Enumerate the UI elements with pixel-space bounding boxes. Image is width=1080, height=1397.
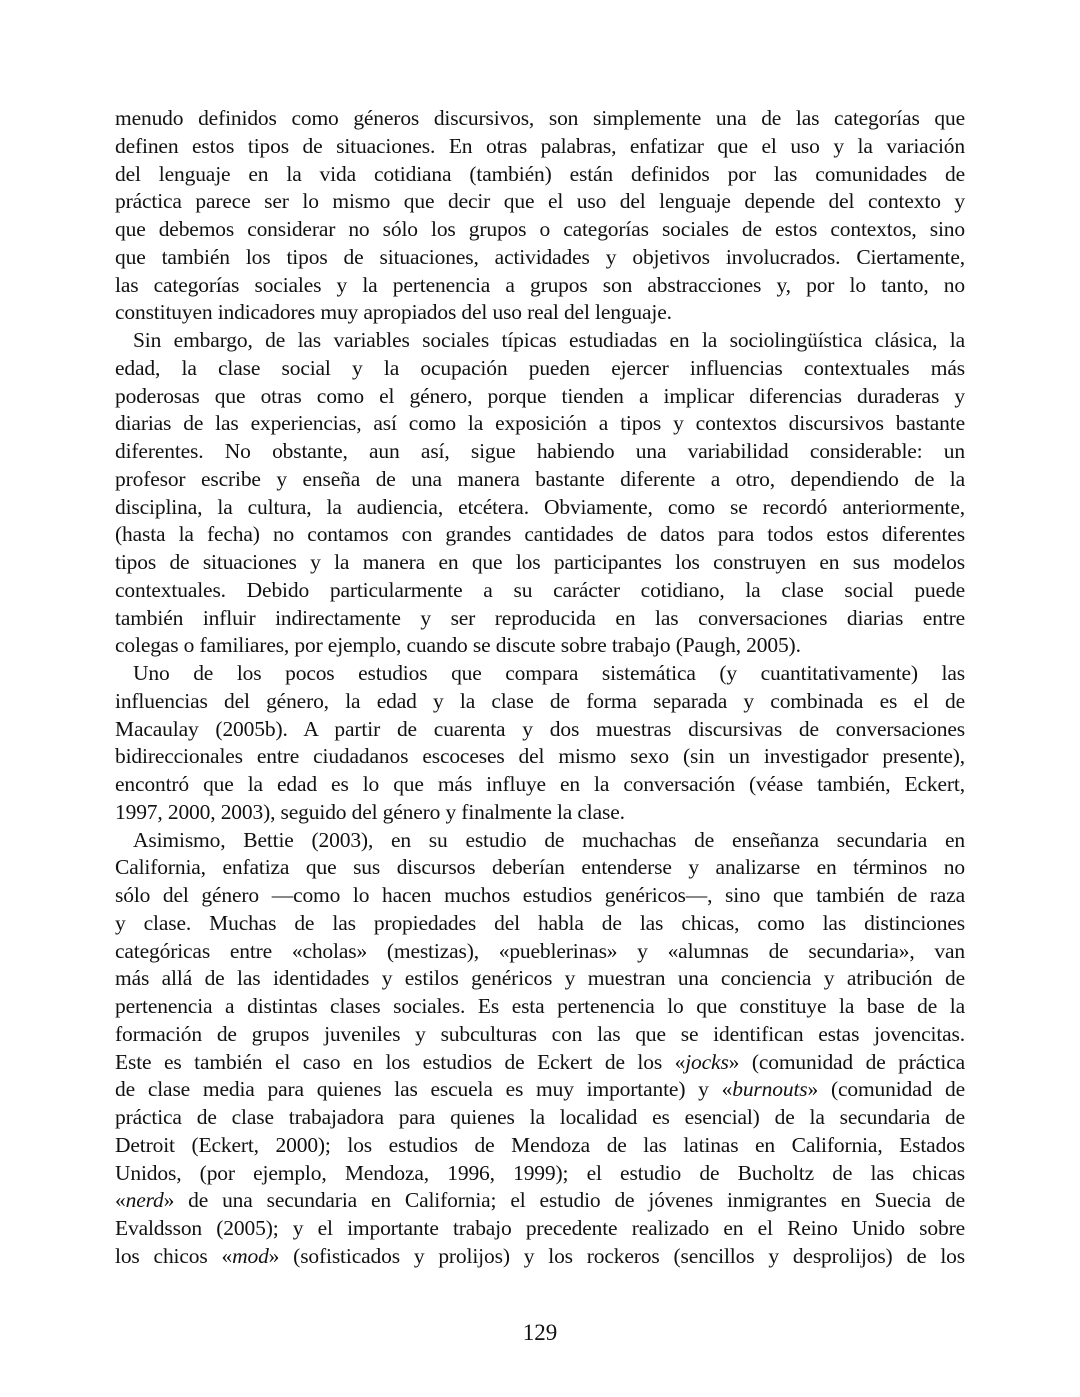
paragraph-4: [115, 827, 965, 1271]
paragraph-2: [115, 327, 965, 660]
text-line: los chicos «mod» (sofisticados y prolijos) y los rockeros (sencillos y desprolijos) de los: [115, 1243, 965, 1268]
body-text: [115, 105, 965, 1271]
text-line: profesor escribe y enseña de una manera bastante diferente a otro, dependiendo de la: [115, 466, 965, 491]
text-line: definen estos tipos de situaciones. En otras palabras, enfatizar que el uso y la variación: [115, 133, 965, 158]
text-line: práctica parece ser lo mismo que decir que el uso del lenguaje depende del contexto y: [115, 189, 965, 214]
text-line: que también los tipos de situaciones, actividades y objetivos involucrados. Ciertamente,: [115, 244, 965, 269]
text-line: Este es también el caso en los estudios de Eckert de los «jocks» (comunidad de práctica: [115, 1049, 965, 1074]
text-line: contextuales. Debido particularmente a su carácter cotidiano, la clase social puede: [115, 577, 965, 602]
italic-term: mod: [232, 1243, 269, 1268]
text-line: edad, la clase social y la ocupación pueden ejercer influencias contextuales más: [115, 355, 965, 380]
text-line: Unidos, (por ejemplo, Mendoza, 1996, 1999); el estudio de Bucholtz de las chicas: [115, 1160, 965, 1185]
text-line: categóricas entre «cholas» (mestizas), «pueblerinas» y «alumnas de secundaria», van: [115, 938, 965, 963]
text-line: del lenguaje en la vida cotidiana (también) están definidos por las comunidades de: [115, 161, 965, 186]
text-line: colegas o familiares, por ejemplo, cuando se discute sobre trabajo (Paugh, 2005).: [115, 633, 801, 658]
italic-term: jocks: [685, 1049, 729, 1074]
text-line: «nerd» de una secundaria en California; el estudio de jóvenes inmigrantes en Suecia de: [115, 1188, 965, 1213]
text-line: las categorías sociales y la pertenencia a grupos son abstracciones y, por lo tanto, no: [115, 272, 965, 297]
text-line: 1997, 2000, 2003), seguido del género y finalmente la clase.: [115, 799, 625, 824]
text-line: también influir indirectamente y ser reproducida en las conversaciones diarias entre: [115, 605, 965, 630]
text-line: de clase media para quienes las escuela es muy importante) y «burnouts» (comunidad de: [115, 1077, 965, 1102]
text-line: que debemos considerar no sólo los grupos o categorías sociales de estos contextos, sino: [115, 217, 965, 241]
text-line: Macaulay (2005b). A partir de cuarenta y dos muestras discursivas de conversaciones: [115, 716, 965, 741]
paragraph-1: [115, 105, 965, 327]
text-line: Asimismo, Bettie (2003), en su estudio de muchachas de enseñanza secundaria en: [133, 827, 965, 852]
italic-term: burnouts: [732, 1077, 808, 1102]
text-line: diferentes. No obstante, aun así, sigue habiendo una variabilidad considerable: un: [115, 439, 965, 463]
page-number: 129: [522, 1320, 558, 1345]
text-line: Detroit (Eckert, 2000); los estudios de Mendoza de las latinas en California, Estados: [115, 1132, 965, 1157]
text-line: disciplina, la cultura, la audiencia, etcétera. Obviamente, como se recordó anteriormente,: [115, 494, 965, 519]
text-line: tipos de situaciones y la manera en que los participantes los construyen en sus modelos: [115, 550, 965, 574]
text-line: y clase. Muchas de las propiedades del habla de las chicas, como las distinciones: [115, 910, 965, 935]
text-line: influencias del género, la edad y la clase de forma separada y combinada es el de: [115, 688, 965, 713]
text-line: poderosas que otras como el género, porque tienden a implicar diferencias duraderas y: [115, 383, 965, 408]
text-line: (hasta la fecha) no contamos con grandes cantidades de datos para todos estos diferentes: [115, 522, 965, 547]
text-line: más allá de las identidades y estilos genéricos y muestran una conciencia y atribución de: [115, 966, 965, 991]
text-line: Sin embargo, de las variables sociales típicas estudiadas en la sociolingüística clásica, la: [133, 328, 965, 352]
text-line: Uno de los pocos estudios que compara sistemática (y cuantitativamente) las: [133, 661, 965, 685]
text-line: California, enfatiza que sus discursos deberían entenderse y analizarse en términos no: [115, 855, 965, 880]
text-line: pertenencia a distintas clases sociales. Es esta pertenencia lo que constituye la base de la: [115, 994, 965, 1018]
text-line: menudo definidos como géneros discursivos, son simplemente una de las categorías que: [115, 106, 965, 130]
italic-term: nerd: [125, 1188, 164, 1213]
text-line: formación de grupos juveniles y subculturas con las que se identifican estas jovencitas.: [115, 1021, 965, 1046]
text-line: constituyen indicadores muy apropiados del uso real del lenguaje.: [115, 300, 672, 325]
text-line: encontró que la edad es lo que más influye en la conversación (véase también, Eckert,: [115, 772, 965, 796]
paragraph-3: [115, 660, 965, 827]
text-line: Evaldsson (2005); y el importante trabajo precedente realizado en el Reino Unido sobre: [115, 1216, 965, 1240]
text-line: sólo del género —como lo hacen muchos estudios genéricos—, sino que también de raza: [115, 883, 965, 907]
text-line: bidireccionales entre ciudadanos escoceses del mismo sexo (sin un investigador presente),: [115, 744, 965, 769]
text-line: práctica de clase trabajadora para quienes la localidad es esencial) de la secundaria de: [115, 1105, 965, 1129]
text-line: diarias de las experiencias, así como la exposición a tipos y contextos discursivos bastante: [115, 411, 965, 436]
